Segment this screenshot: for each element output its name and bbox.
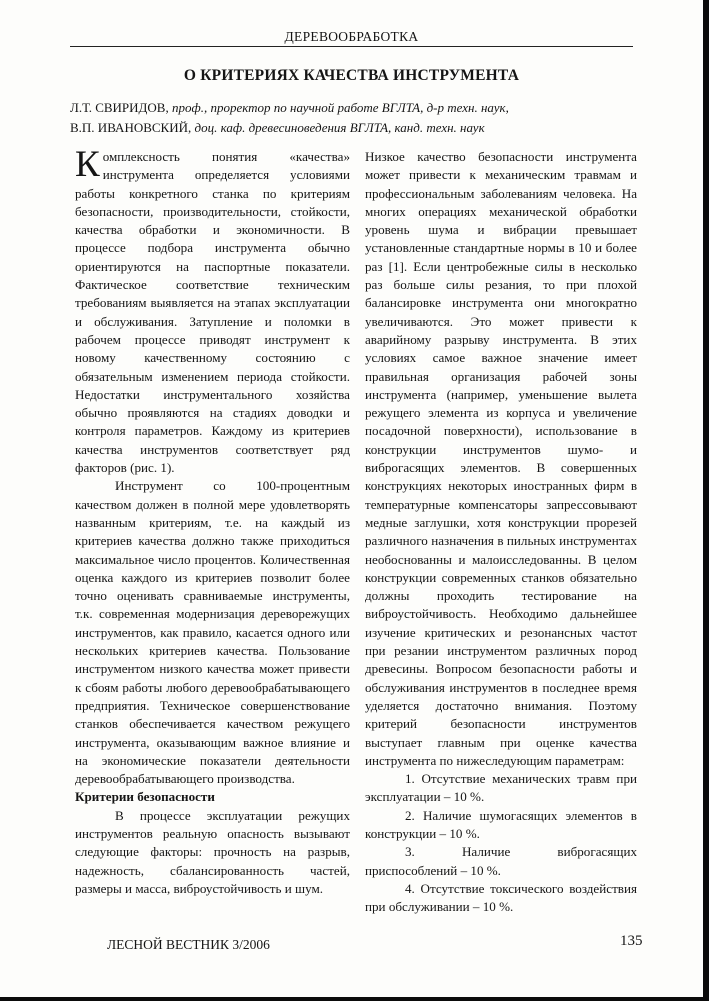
scan-edge-right [703, 0, 709, 1001]
left-column [75, 144, 350, 898]
author-name: В.П. ИВАНОВСКИЙ, [70, 120, 192, 135]
list-item: 4. Отсутствие токсического воздействия при обслуживании – 10 %. [365, 880, 637, 915]
list-item: 1. Отсутствие механических травм при эксплуатации – 10 %. [365, 771, 637, 805]
running-header: ДЕРЕВООБРАБОТКА [284, 29, 419, 44]
author-line [70, 118, 650, 138]
paragraph: Низкое качество безопасности инструмента может привести к механическим травмам и профессиональным заболеваниям человека. На многих операциях механической обработки уровень шума и вибрации превышает установленные стандартные нормы в 10 и более раз [1]. Если центробежные силы в несколько раз больше силы резания, то при плохой балансировке инструмента они многократно увеличиваются. Это может привести к аварийному разрыву инструмента. В этих условиях самое важное значение имеет правильная организация рабочей зоны инструмента (например, уменьшение вылета режущего элемента из корпуса и увеличение посадочной поверхности), использование в конструкции инструментов шумо- и виброгасящих элементов. В совершенных конструкциях некоторых иностранных фирм в температурные компенсаторы запрессовывают медные заглушки, хотя конструкции прорезей различного назначения в пильных инструментах необоснованны и малоисследованны. В целом конструкции современных станков обязательно должны проходить тестирование на виброустойчивость. Необходимо дальнейшее изучение критических и резонансных частот при резании инструментом различных пород древесины. Вопросом безопасности работы и обслуживания инструментов в последнее время уделяется достаточно внимания. Поэтому критерий безопасности инструментов выступает главным при оценке качества инструмента по нижеследующим параметрам: [365, 149, 637, 768]
header-rule [70, 46, 633, 47]
right-column [365, 148, 637, 916]
drop-cap: К [75, 144, 100, 185]
author-role: проф., проректор по научной работе ВГЛТА, д-р техн. наук, [171, 100, 509, 115]
paragraph: В процессе эксплуатации режущих инструментов реальную опасность вызывают следующие факторы: прочность на разрыв, надежность, сбалансированность частей, размеры и масса, виброустойчивость и шум. [75, 807, 350, 896]
article-title: О КРИТЕРИЯХ КАЧЕСТВА ИНСТРУМЕНТА [183, 67, 520, 84]
scan-edge-bottom [0, 997, 709, 1001]
paragraph-text: омплексность понятия «качества» инструмента определяется условиями работы конкретного станка по критериям безопасности, производительности, стойкости, качества обработки и экономичности. В процессе подбора инструмента обычно ориентируются на паспортные показатели. Фактическое соответствие техническим требованиям выявляется на этапах эксплуатации и обслуживания. Затупление и поломки в рабочем процессе приводят инструмент к новому качественному состоянию с обязательным изменением периода стойкости. Недостатки инструментального хозяйства обычно проявляются на стадиях доводки и контроля параметров. Каждому из критериев качества инструментов соответствует ряд факторов (рис. 1). [75, 149, 350, 476]
author-line [70, 98, 650, 118]
paragraph: Инструмент со 100-процентным качеством должен в полной мере удовлетворять названным критериям, т.е. на каждый из критериев качества должно также приходиться максимальное число процентов. Количественная оценка каждого из критериев позволит более точно оценивать сравниваемые инструменты, т.к. современная модернизация дереворежущих инструментов, как правило, касается одного или нескольких критериев качества. Пользование инструментом низкого качества может привести к сбоям работы любого деревообрабатывающего предприятия. Техническое совершенствование станков обеспечивается качеством режущего инструмента, оказывающим важное влияние и на экономические показатели деятельности деревообрабатывающего производства. [75, 478, 350, 787]
list-item: 3. Наличие виброгасящих приспособлений – 10 %. [365, 844, 637, 878]
journal-footer: ЛЕСНОЙ ВЕСТНИК 3/2006 [107, 937, 270, 952]
section-subheading: Критерии безопасности [75, 789, 215, 805]
author-block [70, 98, 650, 138]
author-name: Л.Т. СВИРИДОВ, [70, 100, 169, 115]
author-role: доц. каф. древесиноведения ВГЛТА, канд. техн. наук [194, 120, 485, 135]
page-number: 135 [620, 933, 643, 949]
paragraph [75, 144, 350, 477]
list-item: 2. Наличие шумогасящих элементов в конструкции – 10 %. [365, 807, 637, 841]
